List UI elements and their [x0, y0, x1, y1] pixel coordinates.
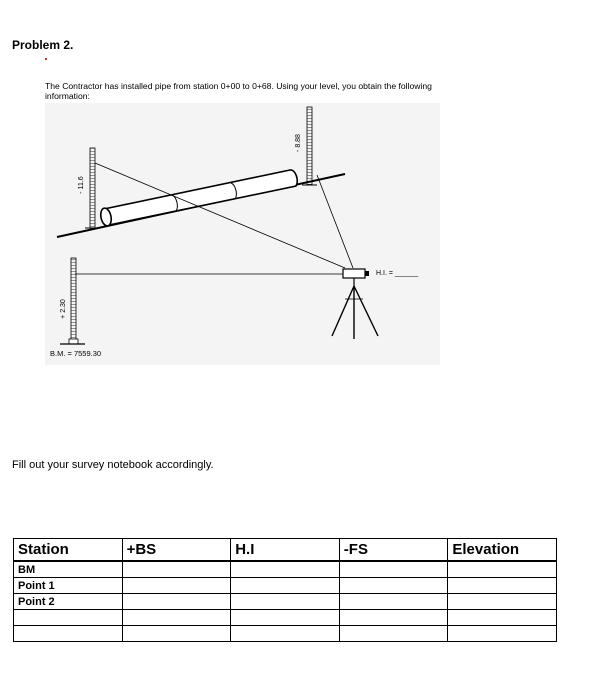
survey-diagram [45, 103, 440, 365]
elevation-cell[interactable] [448, 578, 557, 594]
instruction-text: Fill out your survey notebook accordingly. [12, 459, 214, 471]
rod-left-pipe-reading: - 11.6 [78, 176, 85, 194]
backsight-cell[interactable] [122, 626, 231, 642]
hi-cell[interactable] [231, 610, 340, 626]
rod-bm-reading: + 2.30 [60, 299, 67, 319]
height-of-instrument-label: H.I. = ______ [376, 270, 419, 277]
foresight-cell[interactable] [339, 626, 448, 642]
table-header-row [14, 539, 557, 562]
column-header-elevation: Elevation [448, 539, 557, 562]
bm-elevation-label: B.M. = 7559.30 [50, 349, 102, 358]
hi-cell[interactable] [231, 626, 340, 642]
survey-notebook-table [13, 538, 557, 642]
rod-right-pipe-reading: - 8.88 [295, 134, 302, 152]
problem-title: Problem 2. [12, 38, 74, 52]
foresight-cell[interactable] [339, 578, 448, 594]
hi-cell[interactable] [231, 594, 340, 610]
table-row [14, 578, 557, 594]
elevation-cell[interactable] [448, 594, 557, 610]
backsight-cell[interactable] [122, 578, 231, 594]
backsight-cell[interactable] [122, 610, 231, 626]
foresight-cell[interactable] [339, 594, 448, 610]
table-row [14, 626, 557, 642]
backsight-cell[interactable] [122, 561, 231, 578]
station-cell[interactable] [14, 610, 123, 626]
hi-cell[interactable] [231, 578, 340, 594]
column-header-station: Station [14, 539, 123, 562]
elevation-cell[interactable] [448, 626, 557, 642]
table-row [14, 561, 557, 578]
table-row [14, 594, 557, 610]
hi-cell[interactable] [231, 561, 340, 578]
problem-intro: The Contractor has installed pipe from station 0+00 to 0+68. Using your level, you obtain the following information: [45, 81, 432, 101]
column-header-hi: H.I [231, 539, 340, 562]
station-cell: Point 2 [14, 594, 123, 610]
diagram-background [45, 103, 440, 365]
station-cell: BM [14, 561, 123, 578]
column-header-backsight: +BS [122, 539, 231, 562]
foresight-cell[interactable] [339, 610, 448, 626]
station-cell: Point 1 [14, 578, 123, 594]
elevation-cell[interactable] [448, 610, 557, 626]
foresight-cell[interactable] [339, 561, 448, 578]
table-row [14, 610, 557, 626]
backsight-cell[interactable] [122, 594, 231, 610]
station-cell[interactable] [14, 626, 123, 642]
column-header-foresight: -FS [339, 539, 448, 562]
elevation-cell[interactable] [448, 561, 557, 578]
stray-mark [45, 58, 47, 60]
